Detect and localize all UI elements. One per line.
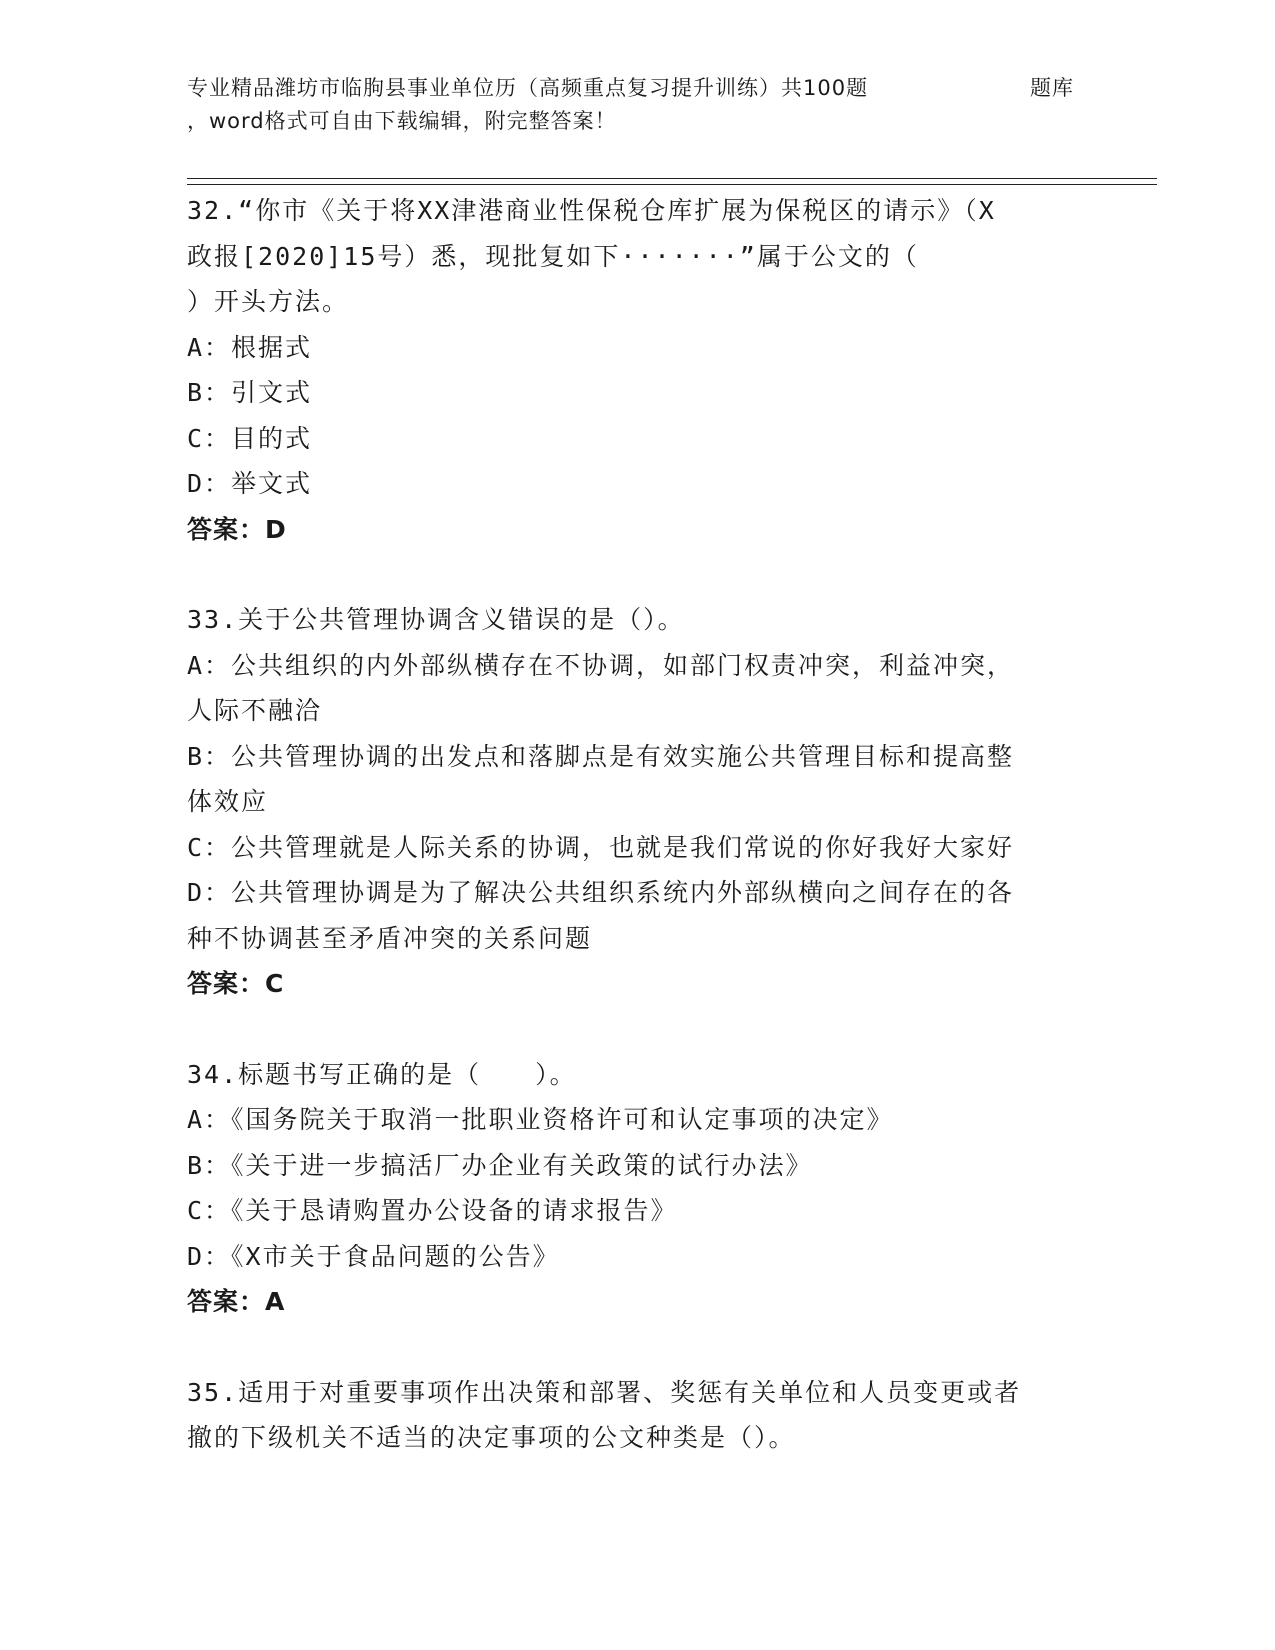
question-option-line: A：《国务院关于取消一批职业资格许可和认定事项的决定》 xyxy=(187,1105,894,1134)
question-option-line: A：根据式 xyxy=(187,332,313,362)
question-option-line: D：举文式 xyxy=(187,469,313,498)
question-option-line: 人际不融洽 xyxy=(187,696,323,725)
question-2 xyxy=(187,597,1087,1007)
question-option-line: B：引文式 xyxy=(187,378,313,407)
question-answer: 答案：D xyxy=(187,514,287,544)
question-answer: 答案：A xyxy=(187,1287,286,1316)
question-option-line: C：目的式 xyxy=(187,423,313,453)
question-stem-line: 34.标题书写正确的是（ ）。 xyxy=(187,1059,577,1089)
header-title: 专业精品潍坊市临朐县事业单位历（高频重点复习提升训练）共100题 xyxy=(187,76,869,100)
question-answer: 答案：C xyxy=(187,969,285,998)
question-option-line: C：公共管理就是人际关系的协调，也就是我们常说的你好我好大家好 xyxy=(187,832,1015,862)
question-stem-line: 33.关于公共管理协调含义错误的是（）。 xyxy=(187,605,685,634)
question-stem-line: ）开头方法。 xyxy=(187,287,350,316)
document-header xyxy=(187,72,1157,138)
header-divider-thin xyxy=(187,184,1157,185)
question-stem-line: 35.适用于对重要事项作出决策和部署、奖惩有关单位和人员变更或者 xyxy=(187,1377,1022,1407)
question-option-line: D：《X市关于食品问题的公告》 xyxy=(187,1241,560,1271)
header-divider-thick xyxy=(187,178,1157,179)
question-option-line: D：公共管理协调是为了解决公共组织系统内外部纵横向之间存在的各 xyxy=(187,878,1015,907)
question-stem-line: 政报[2020]15号）悉，现批复如下·······”属于公文的（ xyxy=(187,241,919,271)
question-list xyxy=(187,188,1087,1506)
question-option-line: 种不协调甚至矛盾冲突的关系问题 xyxy=(187,923,593,953)
question-option-line: 体效应 xyxy=(187,787,269,816)
question-option-line: B：《关于进一步搞活厂办企业有关政策的试行办法》 xyxy=(187,1150,813,1180)
question-option-line: A：公共组织的内外部纵横存在不协调，如部门权责冲突，利益冲突， xyxy=(187,650,1015,680)
header-line-1 xyxy=(187,72,1157,105)
header-tag: 题库 xyxy=(1030,76,1074,100)
question-stem-line: 撤的下级机关不适当的决定事项的公文种类是（）。 xyxy=(187,1423,796,1452)
question-4 xyxy=(187,1370,1087,1461)
question-stem-line: 32.“你市《关于将XX津港商业性保税仓库扩展为保税区的请示》（X xyxy=(187,196,996,225)
question-3 xyxy=(187,1052,1087,1325)
question-option-line: C：《关于恳请购置办公设备的请求报告》 xyxy=(187,1196,678,1225)
question-option-line: B：公共管理协调的出发点和落脚点是有效实施公共管理目标和提高整 xyxy=(187,741,1015,771)
header-line-2: ，word格式可自由下载编辑，附完整答案！ xyxy=(187,109,617,133)
question-1 xyxy=(187,188,1087,552)
